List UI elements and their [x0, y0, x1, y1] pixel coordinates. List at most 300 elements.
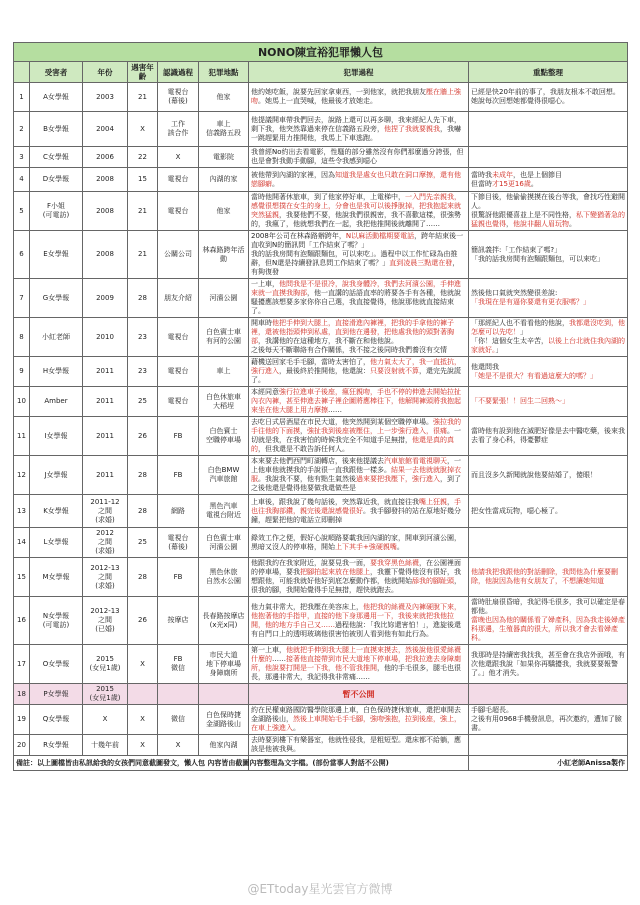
process-text: 。	[272, 179, 279, 188]
process-cell	[249, 597, 469, 645]
process-text: 他力氣非常大，把我壓在美容床上，	[251, 602, 363, 611]
process-text: ，很我的腳，我開始覺得手足無措，趕快就跑去。	[251, 577, 461, 594]
process-text: ，我要他們不要，他說我們很親密，我不喜歡這樣，很強勢的，我瘋了，他就想我們在一起，我把他推開後就離開了……	[251, 211, 461, 228]
table-row	[14, 192, 628, 231]
meet-cell: 電視台	[158, 192, 199, 231]
table-row	[14, 357, 628, 387]
process-cell	[249, 645, 469, 684]
key-text: 我那時是持續密我找我，甚至會在我店外面哦，有次他還跟我說「如果你再驕擾我，我就要要報警了。」他才消失。	[471, 650, 625, 677]
row-number: 13	[14, 495, 30, 528]
row-number: 11	[14, 417, 30, 456]
year-cell: 2011	[83, 417, 128, 456]
key-points-cell	[469, 597, 628, 645]
process-text: ，有夠復發	[251, 259, 460, 276]
meet-cell: FB	[158, 456, 199, 495]
year-cell: 2008	[83, 168, 128, 192]
meet-cell: 按摩店	[158, 597, 199, 645]
place-cell: 白色保時捷 金湖路後山	[199, 705, 249, 735]
highlight-text: 上下其手+強硬親嘴	[335, 542, 397, 551]
highlight-text: 知道我是處女也只敢在洞口摩擦，還有他戀腳癖	[251, 170, 461, 188]
meet-cell: 公關公司	[158, 231, 199, 279]
highlight-text: 他把手伸到大腿上，直接滑進內褲裡，把我的手拿他的褲子裡，還被他指頭伸到私處，直到他在邊發，把他處我他的頭對著胸部	[251, 319, 454, 345]
key-points-cell	[469, 684, 628, 705]
year-cell: 2012-13 之間 (已婚)	[83, 597, 128, 645]
row-number: 20	[14, 735, 30, 756]
process-text: ……	[272, 655, 286, 663]
row-number: 3	[14, 147, 30, 168]
key-points-cell	[469, 387, 628, 417]
process-text: 第一上車，	[251, 646, 286, 654]
victim-cell: 小紅老師	[30, 318, 83, 357]
table-row	[14, 735, 628, 756]
highlight-text: 以後上台北就住我內湖的家就好。	[471, 337, 625, 354]
age-cell: 28	[128, 456, 158, 495]
highlight-text: 然後上車開始毛手毛腳，強吻強抱，拉到後座，強上，在車上強進入	[251, 715, 461, 732]
key-points-cell	[469, 112, 628, 147]
table-row	[14, 495, 628, 528]
highlight-text: 私下變猶著急的猛親也覺得	[471, 211, 625, 228]
place-cell: 白色賓士車 有河的公園	[199, 318, 249, 357]
table-row	[14, 456, 628, 495]
key-points-cell	[469, 456, 628, 495]
highlight-text: 要我穿黑色絲襪	[370, 559, 419, 567]
place-cell	[199, 684, 249, 705]
year-cell: 2012 之間 (求婚)	[83, 528, 128, 558]
key-text: 他還問我	[471, 362, 499, 371]
year-cell: 2011	[83, 456, 128, 495]
victim-cell: K女學報	[30, 495, 83, 528]
meet-cell: X	[158, 147, 199, 168]
key-points-cell	[469, 147, 628, 168]
place-cell: 內湖的家	[199, 168, 249, 192]
age-cell: 26	[128, 417, 158, 456]
age-cell: 22	[128, 147, 158, 168]
row-number: 14	[14, 528, 30, 558]
victim-cell: I女學報	[30, 417, 83, 456]
process-text: 。	[293, 724, 300, 732]
key-text: 當時我	[471, 170, 492, 179]
row-number: 1	[14, 83, 30, 112]
victim-cell: P女學報	[30, 684, 83, 705]
process-text: 去吃日式居酒屋在市民大道，他突然開到某個空職停車場。	[251, 418, 433, 426]
meet-cell: FB	[158, 417, 199, 456]
process-text: ，在公園裡面的停車場，要我	[251, 559, 461, 576]
highlight-text: 他還是真的真的	[251, 436, 454, 453]
victim-cell: Q女學報	[30, 705, 83, 735]
key-points-cell	[469, 192, 628, 231]
highlight-text: 他請我把我跟他的對話刪除，我問他為什麼要刪除，他說因為他有女朋友了，不想讓她知道	[471, 568, 618, 585]
process-text: 。我手腳發抖的站在原地好幾分鐘，趕緊把他的電話立即刪掉	[251, 506, 461, 524]
victim-cell: D女學報	[30, 168, 83, 192]
key-text: 。	[569, 220, 576, 228]
key-text: 簡訊義拌:「工作結束了嗎?」 「我的話我房間有泡麵跟麵包，可以來吃」	[471, 245, 604, 263]
row-number: 5	[14, 192, 30, 231]
process-text: 約在民權東路國防醫學院那邊上車，白色保時捷休旅車，還把車開去金湖路後山，	[251, 706, 461, 723]
header-key-points: 重點整理	[469, 62, 628, 83]
process-cell	[249, 417, 469, 456]
header-victim: 受害者	[30, 62, 83, 83]
year-cell: 2008	[83, 192, 128, 231]
highlight-text: 「不要緊張！！回生二回熟～」	[471, 397, 569, 405]
process-text: ，跨年結束後一直收到N的簡訊問「工作結束了嗎？」 我的話我房間有泡麵跟麵包，可以來吃」。過程中以工作忙碌為由推辭，但N還是持續發訊息問工作結束了嗎？」	[251, 232, 464, 267]
place-cell: 市民大道 地下停車場 身障廁所	[199, 645, 249, 684]
row-number: 6	[14, 231, 30, 279]
footer-note: 備註：以上圖檔皆由私訊給我的女孩們同意截圖發文，懶人包 內容皆由截圖內容整理為文字檔。(部份當事人對話不公開)	[14, 756, 249, 771]
highlight-text: 壓在牆上強吻	[251, 88, 461, 105]
process-text: ，一上他車他就摸我的手說很一直我跟他一樣多。	[251, 457, 461, 474]
highlight-text: 嘴上狂親	[419, 497, 447, 506]
process-text: 他提議開車帶我們回去，說路上還可以再多聊，我來經紀人先下車，剩下我，他突然靠過來停在信義路五段旁，	[251, 115, 461, 133]
process-text: 。她馬上一直哭喊，他最後才放她走。	[258, 97, 377, 105]
year-cell: 2006	[83, 147, 128, 168]
process-text: 本來要去他們西門町湖轉店，後來他提議去	[251, 457, 384, 465]
year-cell: 2009	[83, 279, 128, 318]
key-points-cell	[469, 318, 628, 357]
place-cell: 白色休旅車 大稻埕	[199, 387, 249, 417]
process-text: ……	[328, 406, 342, 414]
table-row	[14, 318, 628, 357]
process-text: 開車時	[251, 319, 272, 327]
meet-cell: X	[158, 735, 199, 756]
header-meet: 認識過程	[158, 62, 199, 83]
table-row	[14, 597, 628, 645]
process-text: 。一切就是我，在我害怕的時候我完全不知道手足無措，	[251, 427, 461, 444]
highlight-text: 舔我的腳趾頭	[412, 577, 454, 585]
key-text: 然後他口氣就突然變很差說:	[471, 289, 558, 297]
age-cell: 23	[128, 318, 158, 357]
highlight-text: 他就把手伸到我大腿上一直摸來摸去，然後說他很愛絲襪什麼的	[251, 646, 461, 663]
age-cell: 23	[128, 357, 158, 387]
highlight-text: 「我現在是有逼你要還有更衣服嗎？」	[471, 298, 590, 306]
process-text: ，但我還是不敢告訴任何人。	[258, 445, 349, 453]
year-cell: 2008	[83, 231, 128, 279]
place-cell: 黑色休旅 自然水公園	[199, 558, 249, 597]
process-text: ，到了之後他還是覺得他要做我還做些是	[251, 475, 461, 492]
year-cell: 2011	[83, 357, 128, 387]
process-cell	[249, 147, 469, 168]
process-text: 錄效工作之便，假好心說順路要載我回內湖的家，開車到河濱公園，黑暗又沒人的停車格，開始	[251, 533, 461, 551]
year-cell: 2012-13 之間 (求婚)	[83, 558, 128, 597]
meet-cell: 朋友介紹	[158, 279, 199, 318]
meet-cell: 電視台	[158, 318, 199, 357]
table-title: NONO陳宣裕犯罪懶人包	[14, 43, 628, 62]
highlight-text: 他問我是不是很冷，說我身體冷，我們去河濱公園，手伸進來就一直摸我胸部	[251, 280, 461, 297]
year-cell: 2010	[83, 318, 128, 357]
meet-cell: 電視台 (幕後)	[158, 528, 199, 558]
row-number: 17	[14, 645, 30, 684]
row-number: 12	[14, 456, 30, 495]
process-text: ，	[300, 427, 307, 435]
age-cell: X	[128, 735, 158, 756]
process-cell	[249, 705, 469, 735]
victim-cell: Amber	[30, 387, 83, 417]
meet-cell: 電視台 (幕後)	[158, 83, 199, 112]
process-cell	[249, 558, 469, 597]
highlight-text: 強拉我的手往他的下面摸	[251, 418, 461, 435]
meet-cell: 工作 該合作	[158, 112, 199, 147]
age-cell: X	[128, 112, 158, 147]
meet-cell	[158, 684, 199, 705]
place-cell: 長春路按摩店 (x光x同)	[199, 597, 249, 645]
process-cell	[249, 83, 469, 112]
key-text: ，也是上個節目 但當時	[471, 170, 562, 188]
table-row	[14, 231, 628, 279]
table-row	[14, 279, 628, 318]
key-points-cell	[469, 83, 628, 112]
watermark-text: @ETtoday星光雲官方微博	[247, 882, 393, 896]
highlight-text: 他說非翻人眉玩物	[513, 220, 569, 228]
highlight-text: 當晚也因為他的關係看了婦產科，因為我走後婦產科那邊，生殖器真的很大，所以我才會去看婦產科。	[471, 616, 625, 642]
victim-cell: A女學報	[30, 83, 83, 112]
age-cell: 28	[128, 279, 158, 318]
process-text: 本經同意	[251, 388, 279, 396]
process-cell	[249, 357, 469, 387]
age-cell	[128, 684, 158, 705]
process-text: ，最後終於推開他，他還說：	[279, 367, 370, 375]
place-cell: 林森路跨年活動	[199, 231, 249, 279]
age-cell: 25	[128, 387, 158, 417]
highlight-text: 強行拉進車子後座，瘋狂親吻，手也不停的伸進去開始拉扯內衣內褲，甚至伸進去褲子裡企圖將應棒往下，他解開褲頭將我抱起來坐在他大腿上用力摩擦	[251, 388, 461, 414]
meet-cell: FB 微信	[158, 645, 199, 684]
year-cell: 2011	[83, 387, 128, 417]
table-row	[14, 705, 628, 735]
table-row	[14, 147, 628, 168]
header-place: 犯罪地點	[199, 62, 249, 83]
process-cell	[249, 387, 469, 417]
header-year: 年份	[83, 62, 128, 83]
year-cell: 2004	[83, 112, 128, 147]
place-cell: 他家	[199, 192, 249, 231]
process-text: 我曾經No約出去看電影，性騷的部分雖然沒有你們那麼過分誇張，但也是會對我動手動腳，這些令我感到噁心	[251, 148, 464, 165]
process-cell	[249, 495, 469, 528]
victim-cell: G女學報	[30, 279, 83, 318]
highlight-text: 我都還沒吃到，他怎麼可以先吃！	[471, 319, 625, 336]
victim-cell: E女學報	[30, 231, 83, 279]
key-points-cell	[469, 279, 628, 318]
header-age: 遇害年齡	[128, 62, 158, 83]
process-cell	[249, 279, 469, 318]
victim-cell: J女學報	[30, 456, 83, 495]
highlight-text: 把腳拍起來放在他腿上	[300, 568, 370, 576]
row-number: 19	[14, 705, 30, 735]
table-row	[14, 168, 628, 192]
place-cell: 他家	[199, 83, 249, 112]
row-number: 16	[14, 597, 30, 645]
key-text: 下節目後，他偷偷摸摸在後台等我，會找巧性避開人。 很驚訝他跟優喜並上是不同性格，	[471, 193, 625, 219]
highlight-text: 只要沒射就不算	[370, 367, 419, 375]
highlight-text: 未成年	[492, 170, 513, 179]
process-cell	[249, 456, 469, 495]
key-points-cell	[469, 528, 628, 558]
key-text: 手腳毛超長。 之後有用0968手機發訊息，再次邀約，遭加了臉書。	[471, 706, 622, 732]
process-cell	[249, 192, 469, 231]
table-row	[14, 645, 628, 684]
key-points-cell	[469, 168, 628, 192]
key-points-cell	[469, 357, 628, 387]
highlight-text: 過來要把我壓下，強行進入	[356, 475, 440, 483]
key-text: 」 「你！這個女生太辛苦，	[471, 328, 548, 345]
key-points-cell	[469, 735, 628, 756]
process-text: ，他一直講的話語直率的將要各手有各種，他就說騷擾應該想要多家你你自己選，我直接覺得，他說那他就直接結束了。	[251, 289, 461, 315]
key-text: ，	[506, 220, 513, 228]
process-cell: 暫不公開	[249, 684, 469, 705]
table-row	[14, 417, 628, 456]
row-number: 15	[14, 558, 30, 597]
highlight-text: 他把我的絲襪及內褲硬脫下來，他抱著他的手指甲，直接的他下身那邊用一下，我後來就把我他拉開，他的地方手自己又	[251, 602, 461, 629]
key-text: 。	[530, 179, 538, 188]
victim-cell: C女學報	[30, 147, 83, 168]
place-cell: 電影院	[199, 147, 249, 168]
age-cell: 21	[128, 231, 158, 279]
footer-row	[14, 756, 628, 771]
row-number: 2	[14, 112, 30, 147]
row-number: 9	[14, 357, 30, 387]
victim-cell: R女學報	[30, 735, 83, 756]
process-text: 上車後，跟我說了幾句話後，突然靠近我，就直接往我	[251, 497, 419, 506]
place-cell: 他家內湖	[199, 735, 249, 756]
crime-summary-sheet	[13, 42, 627, 771]
table-row	[14, 558, 628, 597]
highlight-text: 手也往我胸部鑽，親完後還說感覺很好	[251, 497, 461, 515]
key-text: 已經是快20年前的事了，我朋友根本不敢回想。她說每次回想她都覺得很噁心。	[471, 88, 620, 105]
highlight-text: 「她是不是很大？有看過這麼大的嗎？」	[471, 371, 597, 380]
key-text: 」	[495, 346, 503, 354]
age-cell: 15	[128, 168, 158, 192]
header-row	[14, 62, 628, 83]
process-text: 當時他開著休旅車，到了他家停好車，上電梯中，	[251, 193, 405, 201]
process-text: ，他的手毛很多，腿毛也很長，那邊非常大，我記得我非常痛……	[251, 664, 461, 681]
process-text: 。我說我不要，他有點生氣然後	[258, 475, 356, 483]
process-cell	[249, 168, 469, 192]
row-number: 10	[14, 387, 30, 417]
process-cell	[249, 735, 469, 756]
place-cell: 白色賓士 空職停車場	[199, 417, 249, 456]
victim-cell: F小姐 (可電訪)	[30, 192, 83, 231]
age-cell: 26	[128, 597, 158, 645]
process-cell	[249, 231, 469, 279]
process-cell	[249, 318, 469, 357]
process-text: 他跟我約在我家附近，說要見我一面，	[251, 559, 370, 567]
highlight-text: 接著他直接帶到市民大道地下停車場，把我拉進去身障廁所，他說要打開是一下我，	[251, 655, 461, 672]
key-points-cell	[469, 417, 628, 456]
key-points-cell	[469, 495, 628, 528]
key-text: 當時肚扇很昏暗，我記得毛很多，我可以確定是春都他。	[471, 598, 625, 615]
year-cell: 十幾年前	[83, 735, 128, 756]
place-cell: 白色BMW 汽車旅館	[199, 456, 249, 495]
victim-cell: N女學報 (可電訪)	[30, 597, 83, 645]
age-cell: 21	[128, 192, 158, 231]
process-text: ，我嚇一跳趕緊用力推開他，我馬上下車逃跑。	[251, 124, 461, 142]
row-number: 7	[14, 279, 30, 318]
victim-cell: H女學報	[30, 357, 83, 387]
summary-table	[13, 42, 628, 771]
age-cell: 28	[128, 495, 158, 528]
meet-cell: 網路	[158, 495, 199, 528]
highlight-text: 他捏了我就要親我	[384, 124, 440, 133]
process-text: 過程他說：「我比妳還害怕！」，進旋後還有自門口上的透明玻璃他很害怕被別人看到他有如此行為。	[251, 620, 461, 638]
meet-cell: 電視台	[158, 387, 199, 417]
meet-cell: 電視台	[158, 357, 199, 387]
age-cell: 25	[128, 528, 158, 558]
highlight-text: 強扯我到後座被壓住，上一步強行進入，很痛	[307, 427, 447, 435]
meet-cell: FB	[158, 558, 199, 597]
row-number: 4	[14, 168, 30, 192]
year-cell: X	[83, 705, 128, 735]
row-number: 18	[14, 684, 30, 705]
table-row	[14, 387, 628, 417]
key-points-cell	[469, 645, 628, 684]
highlight-text: 他不管我推開	[335, 664, 377, 672]
highlight-text: ……	[321, 620, 335, 629]
age-cell: X	[128, 645, 158, 684]
row-number: 8	[14, 318, 30, 357]
place-cell: 車上 信義路五段	[199, 112, 249, 147]
victim-cell: L女學報	[30, 528, 83, 558]
table-row	[14, 684, 628, 705]
age-cell: X	[128, 705, 158, 735]
table-row	[14, 528, 628, 558]
key-text: 而且沒多久新聞就說他要結婚了，傻眼！	[471, 470, 597, 479]
year-cell: 2015 (女兒1歲)	[83, 684, 128, 705]
table-row	[14, 83, 628, 112]
process-text: 他約她吃飯，說要先回家拿東西，一到他家，就把我朋友	[251, 88, 426, 96]
highlight-text: 汽車旅館看電視聊天	[384, 457, 447, 465]
meet-cell: 微信	[158, 705, 199, 735]
meet-cell: 電視台	[158, 168, 199, 192]
process-text: ，還完先說謊了。	[251, 367, 461, 384]
highlight-text: 直到凌晨三點還在發	[389, 259, 453, 267]
year-cell: 2003	[83, 83, 128, 112]
victim-cell: O女學報	[30, 645, 83, 684]
place-cell: 河濱公園	[199, 279, 249, 318]
highlight-text: 一入門先亲親我，感覺很想撲在女生的身上，分會也是我可以後掙脫掉，把我抱起來就突然猛親	[251, 193, 461, 219]
highlight-text: 結果一去他就就脫掉衣服	[251, 466, 461, 483]
key-points-cell	[469, 558, 628, 597]
table-row	[14, 112, 628, 147]
year-cell: 2015 (女兒1歲)	[83, 645, 128, 684]
highlight-text: 他力氣太大了，我一直抵抗，強行進入	[251, 358, 461, 375]
highlight-text: 才15更16歲	[492, 179, 531, 188]
place-cell: 白色賓士車 河濱公園	[199, 528, 249, 558]
process-text: 2008年公司在林森路辦跨年，	[251, 232, 346, 240]
process-text: 。	[396, 542, 404, 551]
key-text: 把女性當成玩物，噁心極了。	[471, 506, 562, 515]
header-index	[14, 62, 30, 83]
process-text: 被他帶到內湖的家裡，因為	[251, 170, 335, 179]
process-text: ，	[447, 497, 454, 506]
process-cell	[249, 112, 469, 147]
year-cell: 2011-12 之間 (求婚)	[83, 495, 128, 528]
footer-author: 小紅老師Anissa製作	[469, 756, 628, 771]
process-text: 去時要到樓下有樂器室，他就性侵我，是粗短型。還床都不給躺，應該是他被我與。	[251, 736, 461, 753]
key-points-cell	[469, 705, 628, 735]
process-text: 藉機送回家毛手毛腳，當時太害怕了，	[251, 358, 370, 366]
process-text: ，我講他的在這種地方，我不斷在和他他說。 之後每天不斷聯絡有合作關係，我不接之後同時我們養沒有交情	[251, 337, 447, 354]
victim-cell: B女學報	[30, 112, 83, 147]
key-text: 「那經紀人也不看看他的他說，	[471, 319, 569, 327]
header-process: 犯罪過程	[249, 62, 469, 83]
victim-cell: M女學報	[30, 558, 83, 597]
highlight-text: N以麻活動檔期要電話	[345, 232, 415, 240]
process-text: 一上車，	[251, 280, 279, 288]
age-cell: 21	[128, 83, 158, 112]
process-text: ，我靈下覺得他沒有很好，我想跟他，可能我就好他好到底怎麼動作都，他就開始	[251, 568, 461, 585]
age-cell: 28	[128, 558, 158, 597]
place-cell: 黑色汽車 電視台附近	[199, 495, 249, 528]
process-cell	[249, 528, 469, 558]
key-text: 當時他有設到他在滅肥好像是去中醫吃藥，後來我去看了身心科，得憂鬱症	[471, 427, 625, 444]
place-cell: 車上	[199, 357, 249, 387]
